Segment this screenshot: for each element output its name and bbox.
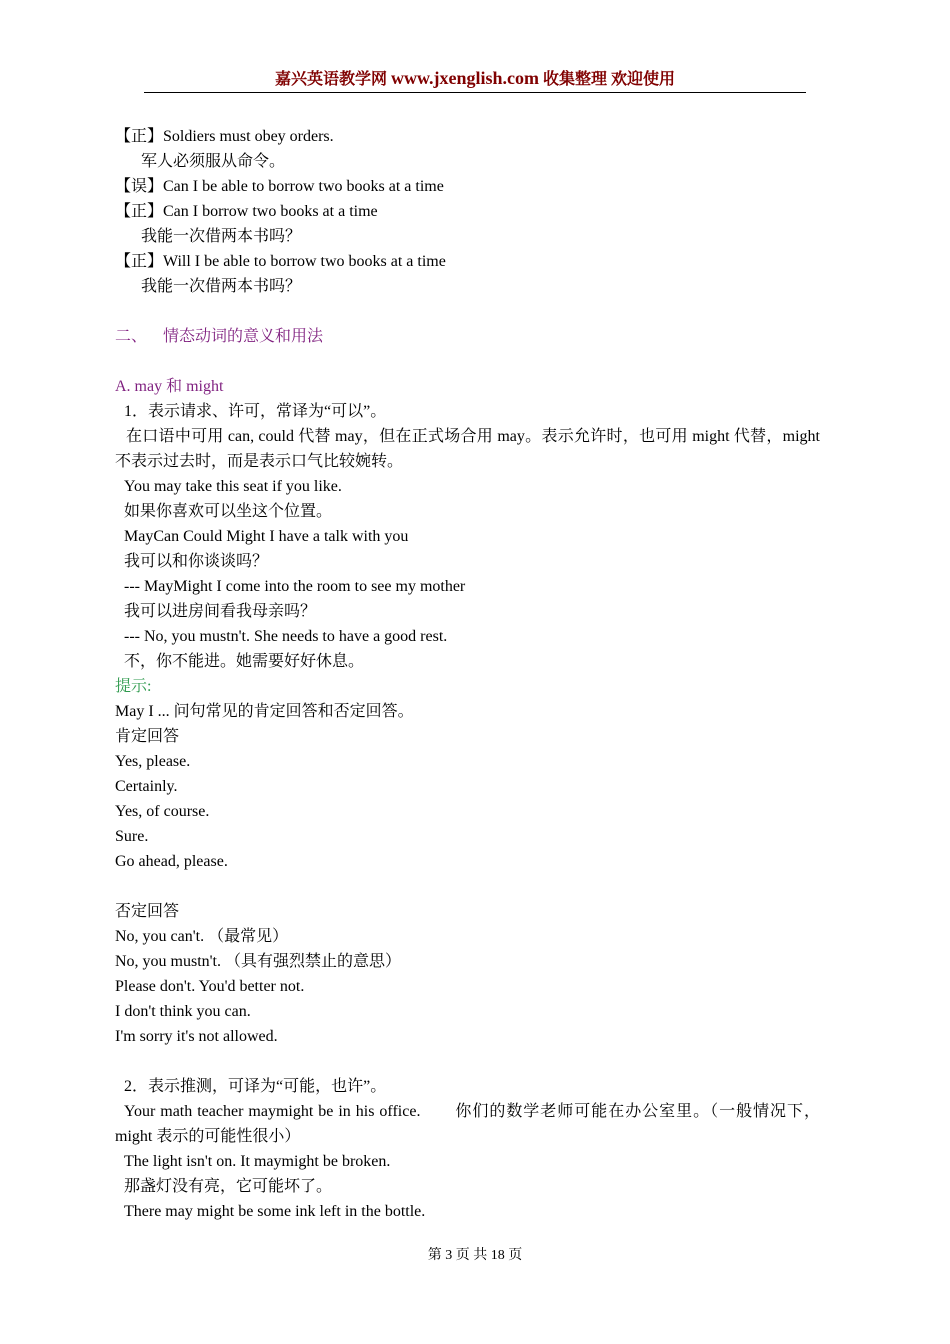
example-sentence: --- MayMight I come into the room to see my mother xyxy=(124,578,466,595)
header-slogan: 收集整理 欢迎使用 xyxy=(539,71,676,88)
translation: 我可以进房间看我母亲吗？ xyxy=(124,603,317,620)
answer-item: Sure. xyxy=(115,828,149,845)
example-paragraph: Your math teacher maymight be in his office. 你们的数学老师可能在办公室里。（一般情况下，might 表示的可能性很小） xyxy=(115,1103,820,1145)
answer-item: Yes, please. xyxy=(115,753,191,770)
example-sentence: --- No, you mustn't. She needs to have a good rest. xyxy=(124,628,448,645)
answer-item: Yes, of course. xyxy=(115,803,210,820)
spacer xyxy=(115,349,820,374)
page-footer: 第 3 页 共 18 页 xyxy=(427,1248,523,1263)
tip-text: May I ... 问句常见的肯定回答和否定回答。 xyxy=(115,703,414,720)
section-number: 二、 xyxy=(115,328,148,345)
example-correct: 【正】Will I be able to borrow two books at a time xyxy=(115,253,446,270)
explanation-paragraph: 在口语中可用 can, could 代替 may，但在正式场合用 may。表示允许时，也可用 might 代替，might 不表示过去时，而是表示口气比较婉转。 xyxy=(115,428,820,470)
answer-item: Please don't. You'd better not. xyxy=(115,978,305,995)
affirmative-heading: 肯定回答 xyxy=(115,728,180,745)
translation: 我能一次借两本书吗？ xyxy=(141,228,302,245)
answer-item: No, you can't. （最常见） xyxy=(115,928,289,945)
answer-item: No, you mustn't. （具有强烈禁止的意思） xyxy=(115,953,402,970)
answer-item: Certainly. xyxy=(115,778,178,795)
example-sentence: MayCan Could Might I have a talk with you xyxy=(124,528,409,545)
answer-item: I'm sorry it's not allowed. xyxy=(115,1028,278,1045)
negative-heading: 否定回答 xyxy=(115,903,180,920)
translation: 我能一次借两本书吗？ xyxy=(141,278,302,295)
page-header xyxy=(144,66,806,93)
tip-label: 提示: xyxy=(115,678,152,695)
spacer xyxy=(115,1049,820,1074)
example-sentence: You may take this seat if you like. xyxy=(124,478,342,495)
answer-item: Go ahead, please. xyxy=(115,853,228,870)
header-site-name: 嘉兴英语教学网 xyxy=(274,71,391,88)
translation: 军人必须服从命令。 xyxy=(141,153,286,170)
spacer xyxy=(115,299,820,324)
translation: 不，你不能进。她需要好好休息。 xyxy=(124,653,365,670)
example-sentence: The light isn't on. It maymight be broken. xyxy=(124,1153,391,1170)
point-heading: 2．表示推测，可译为“可能，也许”。 xyxy=(124,1078,387,1095)
translation: 那盏灯没有亮，它可能坏了。 xyxy=(124,1178,333,1195)
answer-item: I don't think you can. xyxy=(115,1003,251,1020)
example-wrong: 【误】Can I be able to borrow two books at a time xyxy=(115,178,444,195)
section-title: 情态动词的意义和用法 xyxy=(163,328,324,345)
document-body xyxy=(115,124,820,1224)
section-heading xyxy=(115,324,820,349)
point-heading: 1．表示请求、许可，常译为“可以”。 xyxy=(124,403,387,420)
subsection-heading: A. may 和 might xyxy=(115,378,224,395)
translation: 如果你喜欢可以坐这个位置。 xyxy=(124,503,333,520)
example-correct: 【正】Soldiers must obey orders. xyxy=(115,128,334,145)
translation: 我可以和你谈谈吗？ xyxy=(124,553,269,570)
header-url[interactable]: www.jxenglish.com xyxy=(391,68,539,88)
spacer xyxy=(115,874,820,899)
example-sentence: There may might be some ink left in the bottle. xyxy=(124,1203,426,1220)
example-correct: 【正】Can I borrow two books at a time xyxy=(115,203,378,220)
